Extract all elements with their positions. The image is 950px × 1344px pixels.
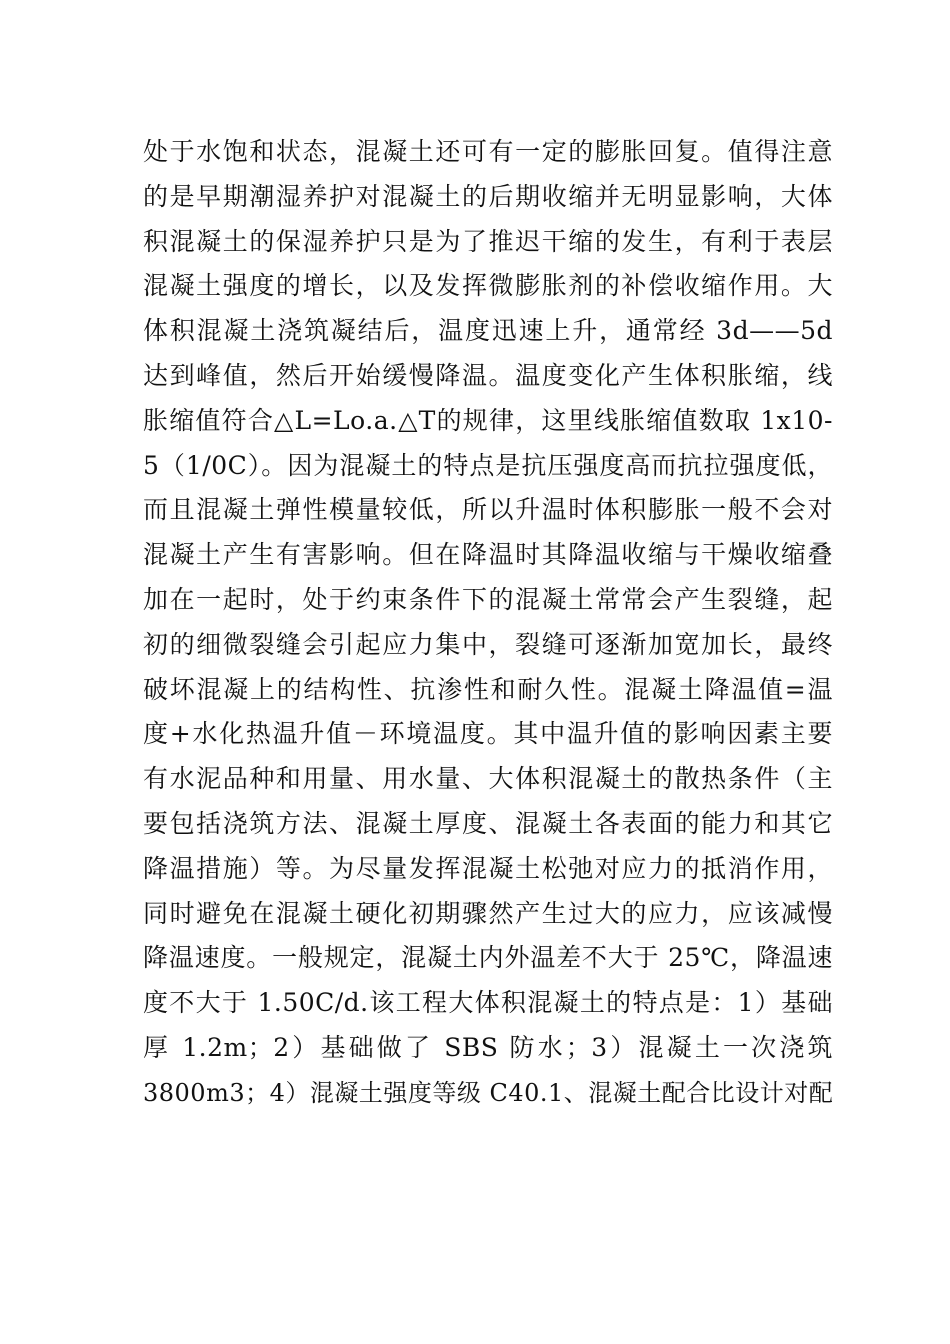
text-line: 加在一起时，处于约束条件下的混凝土常常会产生裂缝，起: [143, 584, 833, 614]
text-line: 厚 1.2m；2）基础做了 SBS 防水；3）混凝土一次浇筑: [143, 1032, 833, 1062]
text-line: 要包括浇筑方法、混凝土厚度、混凝土各表面的能力和其它: [143, 808, 833, 838]
text-line: 混凝土产生有害影响。但在降温时其降温收缩与干燥收缩叠: [143, 540, 833, 570]
text-line: 破坏混凝上的结构性、抗渗性和耐久性。混凝土降温值=温: [143, 674, 833, 704]
text-line: 积混凝土的保湿养护只是为了推迟干缩的发生，有利于表层: [143, 226, 833, 256]
text-line: 体积混凝土浇筑凝结后，温度迅速上升，通常经 3d——5d: [143, 316, 833, 346]
text-line: 混凝土强度的增长，以及发挥微膨胀剂的补偿收缩作用。大: [143, 271, 833, 301]
text-line: 度+水化热温升值－环境温度。其中温升值的影响因素主要: [143, 719, 833, 749]
text-line: 初的细微裂缝会引起应力集中，裂缝可逐渐加宽加长，最终: [143, 629, 833, 659]
text-line: 有水泥品种和用量、用水量、大体积混凝土的散热条件（主: [143, 764, 833, 794]
text-line: 3800m3；4）混凝土强度等级 C40.1、混凝土配合比设计对配: [143, 1078, 833, 1107]
text-line: 度不大于 1.50C/d.该工程大体积混凝土的特点是：1）基础: [143, 988, 833, 1018]
text-line: 而且混凝土弹性模量较低，所以升温时体积膨胀一般不会对: [143, 495, 833, 525]
text-line: 达到峰值，然后开始缓慢降温。温度变化产生体积胀缩，线: [143, 360, 833, 390]
text-line: 降温措施）等。为尽量发挥混凝土松弛对应力的抵消作用，: [143, 853, 833, 883]
text-line: 处于水饱和状态，混凝土还可有一定的膨胀回复。值得注意: [143, 137, 833, 166]
body-text: [143, 130, 833, 1116]
text-line: 5（1/0C）。因为混凝土的特点是抗压强度高而抗拉强度低，: [143, 450, 833, 480]
text-line: 降温速度。一般规定，混凝土内外温差不大于 25℃，降温速: [143, 943, 833, 973]
text-line: 同时避免在混凝土硬化初期骤然产生过大的应力，应该减慢: [143, 898, 833, 928]
text-line: 胀缩值符合△L=Lo.a.△T的规律，这里线胀缩值数取 1x10-: [143, 405, 833, 435]
text-line: 的是早期潮湿养护对混凝土的后期收缩并无明显影响，大体: [143, 181, 833, 211]
